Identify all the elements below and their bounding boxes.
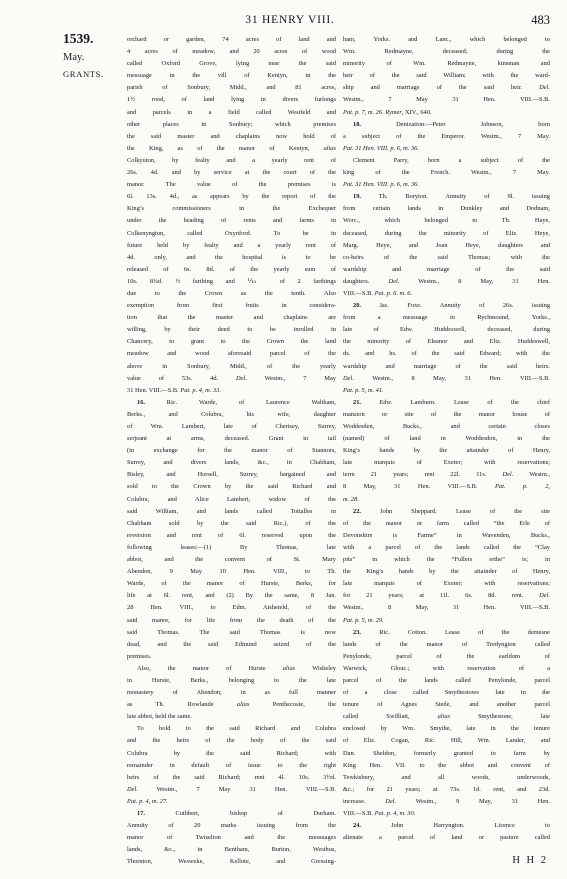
text-line — [343, 107, 550, 119]
text-line — [343, 796, 550, 808]
text-line — [127, 397, 336, 409]
text-line: due to the Crown as the tenth. Also — [127, 289, 336, 297]
text-line: abbot, and the convent of St. Mary — [127, 556, 336, 564]
text-line: lands of the manor of Tredyngton called — [343, 640, 550, 648]
text-run: Also, the manor of Hurste — [137, 664, 283, 672]
text-line: parcel of the lands called Penylonde, parcel — [343, 676, 550, 684]
entry-number: 24. — [353, 822, 361, 830]
text-run: ship and marriage of the said heir. — [343, 84, 540, 92]
text-line — [343, 397, 550, 409]
text-line: tion that the master and chaplains are — [127, 314, 336, 322]
text-line: monastery of Abendon; in as full manner — [127, 689, 336, 697]
text-run: for 21 years; at 11l. 6s. 8d. rent. — [343, 592, 540, 600]
text-line — [343, 143, 550, 155]
entry-paragraph — [343, 34, 550, 119]
text-line — [127, 796, 336, 808]
text-line: sold to the Crown by the said Richard and — [127, 483, 336, 491]
text-run: Penthecoste, the — [249, 701, 336, 709]
italic-text: Pat. 31 Hen. VIII. p. 6, m. 36. — [343, 144, 419, 152]
text-run: John Sheppard. Lease of the site — [361, 507, 550, 515]
text-run: Westm., 7 May — [246, 374, 336, 382]
text-run: Westm., — [513, 471, 550, 479]
entry-paragraph — [343, 119, 550, 155]
italic-text: m. 28. — [343, 495, 359, 503]
text-run: called Swilliatt, — [343, 713, 438, 721]
text-line: Warde, of the manor of Hurste, Berks, for — [127, 580, 336, 588]
italic-text: alias — [323, 144, 336, 152]
entry-number: 22. — [353, 507, 361, 515]
text-line: of Wm. Lambert, late of Chertsey, Surrey, — [127, 423, 336, 430]
text-line: late marquis of Exeter; with reservations; — [343, 459, 550, 467]
entry-paragraph — [127, 808, 336, 868]
entry-paragraph — [343, 506, 550, 627]
text-line: late abbot, held the same. — [127, 713, 192, 721]
signature-mark: H H 2 — [512, 855, 548, 866]
text-line: called Oxford Grove, lying near the said — [127, 60, 336, 68]
italic-text: Pat. p. 5, m. 29. — [343, 616, 384, 624]
italic-text: Del. — [385, 797, 397, 805]
text-line: Tewkisbury, and all woods, underwoods, — [343, 773, 550, 781]
text-line: Annuity of 20 marks issuing from the — [127, 822, 336, 830]
italic-text: Pat. p. 5, m. 41. — [343, 386, 384, 394]
text-line — [343, 590, 550, 602]
text-line: Worc., which belonged to Th. Haye, — [343, 217, 550, 225]
text-line: 1½ rood, of land lying in divers furlongs — [127, 96, 336, 104]
text-run: 8 May, 31 Hen. VIII.—S.B. — [343, 483, 495, 491]
text-line: following leases:—(1) By Thomas, late — [127, 543, 336, 551]
margin-section: GRANTS. — [63, 69, 104, 79]
left-text-column — [127, 34, 336, 868]
text-run: Westm., 8 May, 31 Hen. — [399, 277, 550, 285]
text-run: Edw. Lamburn. Lease of the chief — [361, 398, 550, 406]
text-line — [127, 663, 336, 675]
text-run: Ric. Warde, of Laurence Waltham, — [145, 398, 336, 406]
text-line: Bisley, and Horsell, Surrey, bargained and — [127, 471, 336, 479]
text-line — [343, 191, 550, 203]
entry-paragraph — [127, 34, 336, 397]
italic-text: Del. — [502, 471, 514, 479]
text-line: Surrey, and divers lands, &c., in Chabham, — [127, 459, 336, 467]
text-line: 4 acres of meadow, and 20 acres of wood — [127, 48, 336, 56]
text-line — [343, 119, 550, 131]
entry-paragraph — [343, 191, 550, 300]
text-line: Thornton, Wesweke, Kellote, and Gressing- — [127, 858, 336, 866]
text-line: in Hurste, Berks., belonging to the late — [127, 676, 336, 684]
text-line: ham, Yorks. and Lanc., which belonged to — [343, 36, 550, 43]
entry-paragraph — [343, 397, 550, 506]
text-run: Westm., 9 May, 31 Hen. — [396, 797, 550, 805]
italic-text: Del. — [388, 277, 400, 285]
italic-text: Pat. 31 Hen. VIII. p. 6, m. 36. — [343, 181, 419, 189]
text-line: pits” in which the “Fullers erthe” is; in — [343, 556, 550, 564]
text-line: 6l. 13s. 4d., as appears by the report of the — [127, 193, 336, 201]
text-line — [343, 615, 550, 627]
italic-text: alias — [437, 713, 451, 721]
text-line: released of 6s. 8d. of the yearly sum of — [127, 265, 336, 273]
text-line: Woddesden, Bucks., and certain closes — [343, 423, 550, 430]
text-line: serjeant at arms, deceased. Grant in tail — [127, 435, 336, 443]
text-line: Chancery, to grant to the Crown the land — [127, 338, 336, 346]
text-line: Clement Parry, born a subject of the — [353, 156, 550, 164]
italic-text: Pat. p. 2, — [494, 483, 550, 491]
entry-number: 23. — [353, 628, 361, 636]
italic-text: Pat. p. 6. m. 6. — [374, 289, 413, 297]
text-line: the minority of Eleanor and Eliz. Huddeswell, — [343, 338, 550, 346]
margin-year: 1539. — [63, 31, 94, 46]
text-line: under the heading of rents and farms in — [127, 217, 336, 225]
text-run: Jas. Foxe. Annuity of 26s. issuing — [361, 302, 550, 310]
text-line: meadow and wood aforesaid parcel of the — [127, 350, 336, 358]
entry-paragraph — [127, 723, 336, 808]
text-line: late of Edw. Huddeswell, deceased, during — [343, 326, 550, 334]
italic-text: Pat. p. 4, m. 33. — [180, 386, 221, 394]
text-line: future held by fealty and a yearly rent of — [127, 241, 336, 249]
text-line: Penylonde, parcel of the earldom of — [343, 652, 550, 660]
text-line: deceased, during the minority of Eliz. Heye, — [343, 229, 550, 237]
text-line — [127, 143, 336, 155]
page-number: 483 — [531, 13, 550, 27]
text-line: To hold to the said Richard and Colubra — [137, 725, 336, 733]
entry-paragraph — [343, 300, 550, 397]
text-line — [127, 385, 336, 397]
text-line: other places in Sonbury; which premises — [127, 120, 336, 128]
italic-text: Pat. p. 4, m. 30. — [374, 810, 416, 817]
italic-text: Del. — [236, 374, 247, 382]
text-line — [127, 808, 336, 820]
text-line: king of the French. Westm., 7 May. — [343, 169, 550, 177]
text-line — [343, 385, 550, 397]
text-line: the said master and chaplains now hold of — [127, 132, 336, 140]
text-line: orchard or garden, 74 acres of land and — [127, 36, 336, 43]
text-line: heirs of the said Richard; rent 4l. 10s. 3½d. — [127, 773, 336, 781]
text-line: Warwick, Glouc.; with reservation of a — [343, 664, 550, 672]
margin-notes — [63, 31, 123, 80]
text-line: messuage in the vill of Kentyn, in the — [127, 72, 336, 80]
text-line: dead, and the said Edmund seized of the — [127, 640, 336, 648]
text-line — [127, 699, 336, 711]
entry-paragraph — [343, 627, 550, 821]
text-line: of a close called Smythestowe late in the — [343, 689, 550, 697]
entry-number: 21. — [353, 398, 361, 406]
text-line — [343, 494, 550, 506]
text-line: wardship and marriage of the said — [343, 265, 550, 273]
entry-number: 19. — [353, 193, 361, 201]
text-run: 31 Hen. VIII.—S.B. — [127, 386, 181, 394]
text-line: mansion or site of the manor house of — [343, 410, 550, 418]
text-line — [343, 627, 550, 639]
text-line: manor. The value of the premises is — [127, 181, 336, 189]
entry-number: 16. — [137, 398, 145, 406]
text-line — [127, 373, 336, 385]
text-line — [343, 469, 550, 481]
text-line: Berks., and Colubra, his wife, daughter — [127, 410, 336, 418]
text-run: value of 53s. 4d. — [127, 374, 237, 382]
entry-paragraph — [127, 397, 336, 663]
text-line — [343, 711, 550, 723]
text-line: said William, and lands called Tottalles in — [127, 507, 336, 515]
text-line: of the manor or farm called “the Erle of — [343, 519, 550, 527]
text-line: premises. — [127, 652, 152, 660]
text-line: Dan. Sheldon, formerly granted to farm by — [343, 749, 550, 757]
text-line: lands, &c., in Bentham, Burton, Westhus, — [127, 846, 336, 854]
text-line: Abendon, 9 May 10 Hen. VIII., to Th. — [127, 568, 336, 576]
text-line: Colkenyngton, called Oxynford. To be in — [127, 229, 336, 237]
text-line: Colkyuton, by fealty and a yearly rent of — [127, 156, 336, 164]
text-line: a subject of the Emperor. Westm., 7 May. — [343, 132, 550, 140]
text-line: (in exchange for the manor of Stannors, — [127, 447, 336, 455]
italic-text: Del. — [539, 84, 550, 92]
text-run: VIII.—S.B. — [343, 810, 375, 817]
text-line: with a parcel of the lands called the “Clay — [343, 543, 550, 551]
text-run: daughters. — [343, 277, 389, 285]
text-line: ds. and hs. of the said Edward; with the — [343, 350, 550, 358]
text-run: as Th. Rowlande — [127, 701, 237, 709]
text-line: life at 6l. rent, and (2) By the same, 8 Jan. — [127, 592, 336, 600]
text-line: said manor, for life from the death of the — [127, 616, 336, 624]
text-line — [343, 300, 550, 312]
text-run: VIII.—S.B. — [343, 289, 375, 297]
text-run: term 21 years; rent 22l. 11s. — [343, 471, 503, 479]
italic-text: Del. — [127, 785, 138, 793]
text-run: Ric. Cotton. Lease of the demesne — [361, 628, 550, 636]
text-line: Marg. Heye, and Joan Heye, daughters and — [343, 241, 550, 249]
text-line: King Hen. VII. to the abbot and convent of — [343, 761, 550, 769]
text-run: Westm., 7 May 31 Hen. VIII.—S.B. — [137, 785, 336, 793]
italic-text: Del. — [539, 592, 550, 600]
text-line — [343, 506, 550, 518]
text-line: Westm., 7 May 31 Hen. VIII.—S.B. — [343, 96, 550, 104]
italic-text: Del. — [343, 374, 354, 382]
text-line: reversion and rent of 6l. reserved upon the — [127, 531, 336, 539]
text-run: , XIV., 640. — [401, 108, 432, 116]
entry-paragraph — [343, 820, 550, 844]
text-line: parish of Sonbury, Midd., and 81 acres, — [127, 84, 336, 92]
text-line: the King’s hands by the attainder of Henry, — [343, 568, 550, 576]
text-line: co-heirs of the said Thomas; with the — [343, 253, 550, 261]
text-line: and parcels in a field called Westfeld and — [127, 108, 336, 116]
text-line: heir of the said William; with the ward- — [343, 72, 550, 80]
text-line: from a messuage in Rychmound, Yorks., — [343, 314, 550, 322]
text-line — [343, 820, 550, 832]
text-line: enclosed by Wm. Smythe, late in the tenure — [343, 725, 550, 733]
text-line — [127, 784, 336, 796]
italic-text: alias — [282, 664, 296, 672]
entry-paragraph — [343, 155, 550, 191]
text-line: of Eliz. Cogan, Ric. Hill, Wm. Lander, and — [343, 737, 550, 745]
text-run: Denization:—Peter Johnson, born — [361, 120, 550, 128]
text-line: Chabham sold by the said Ric.), of the — [127, 519, 336, 527]
text-line — [343, 481, 550, 493]
text-line: Colubra, and Alice Lambert, widow of the — [127, 495, 336, 503]
running-title: 31 HENRY VIII. — [245, 14, 335, 26]
text-line: Westm., 8 May, 31 Hen. VIII.—S.B. — [343, 604, 550, 612]
text-line: wardship and marriage of the said heirs. — [343, 362, 550, 370]
text-line: 28 Hen. VIII., to Edm. Aisheteld, of the — [127, 604, 336, 612]
right-text-column — [343, 34, 550, 844]
text-line — [343, 288, 550, 300]
text-line: Devonshire is Farme” in Wavenden, Bucks., — [343, 531, 550, 539]
text-line: willing, by their deed to be inrolled in — [127, 326, 336, 334]
text-line: King’s hands by the attainder of Henry, — [343, 447, 550, 455]
text-line — [343, 808, 550, 820]
text-line: minority of Wm. Redmayne, kinsman and — [343, 60, 550, 68]
text-line: from certain lands in Dunkley and Dodnam, — [343, 205, 550, 213]
text-line: above in Sonbury, Midd., of the yearly — [127, 362, 336, 370]
text-run: Smythestone, late — [450, 713, 550, 721]
text-line: said Thomas. The said Thomas is now — [127, 628, 336, 636]
text-run: increase. — [343, 797, 386, 805]
text-line: (named) of land in Woddesdon, in the — [343, 435, 550, 443]
text-line: &c.; for 21 years; at 73s. 1d. rent, and 23d. — [343, 785, 550, 793]
text-line: tenure of Agnes Stede, and another parcel — [343, 701, 550, 709]
entry-number: 17. — [137, 810, 145, 817]
text-line — [343, 179, 550, 191]
text-run: Westm., 8 May, 31 Hen. VIII.—S.B. — [353, 374, 550, 382]
text-line: remainder in default of issue to the right — [127, 761, 336, 769]
entry-number: 18. — [353, 120, 361, 128]
text-line: late marquis of Exeter; with reservations; — [343, 580, 550, 588]
italic-text: Pat. p. 4, m. 27. — [127, 797, 168, 805]
text-line: and the heirs of the body of the said — [127, 737, 336, 745]
text-line — [343, 373, 550, 385]
text-line — [343, 276, 550, 288]
text-run: Wisheley — [295, 664, 337, 672]
text-line: alienate a parcel of land or pasture called — [343, 834, 550, 842]
entry-paragraph — [127, 663, 336, 723]
italic-text: Pat. p. 7, m. 26. Rymer — [343, 108, 402, 116]
text-line: manor of Twiselton and the messuages — [127, 834, 336, 842]
text-line — [343, 82, 550, 94]
text-line: King’s commissioners in the Exchequer — [127, 205, 336, 213]
text-line: exemption from first fruits in considera- — [127, 302, 336, 310]
text-line: Wm. Redmayne, deceased; during the — [343, 48, 550, 56]
text-line: Colubra by the said Richard; with — [127, 749, 336, 757]
text-line: 4d. only, and the hospital is to be — [127, 253, 336, 261]
text-run: John Harryngton. Licence to — [361, 822, 550, 830]
text-run: Cuthbert, bishop of Durham. — [145, 810, 336, 817]
italic-text: alias — [236, 701, 250, 709]
text-line: 10s. 8¾d. ½ farthing and ⅒ of 2 farthings — [127, 277, 336, 285]
entry-number: 20. — [353, 302, 361, 310]
text-run: the King, as of the manor of Kentyn, — [127, 144, 324, 152]
margin-month: May. — [63, 52, 85, 63]
text-run: Th. Boryton. Annuity of 9l. issuing — [361, 193, 550, 201]
text-line: 26s. 4d. and by service at the court of the — [127, 169, 336, 177]
